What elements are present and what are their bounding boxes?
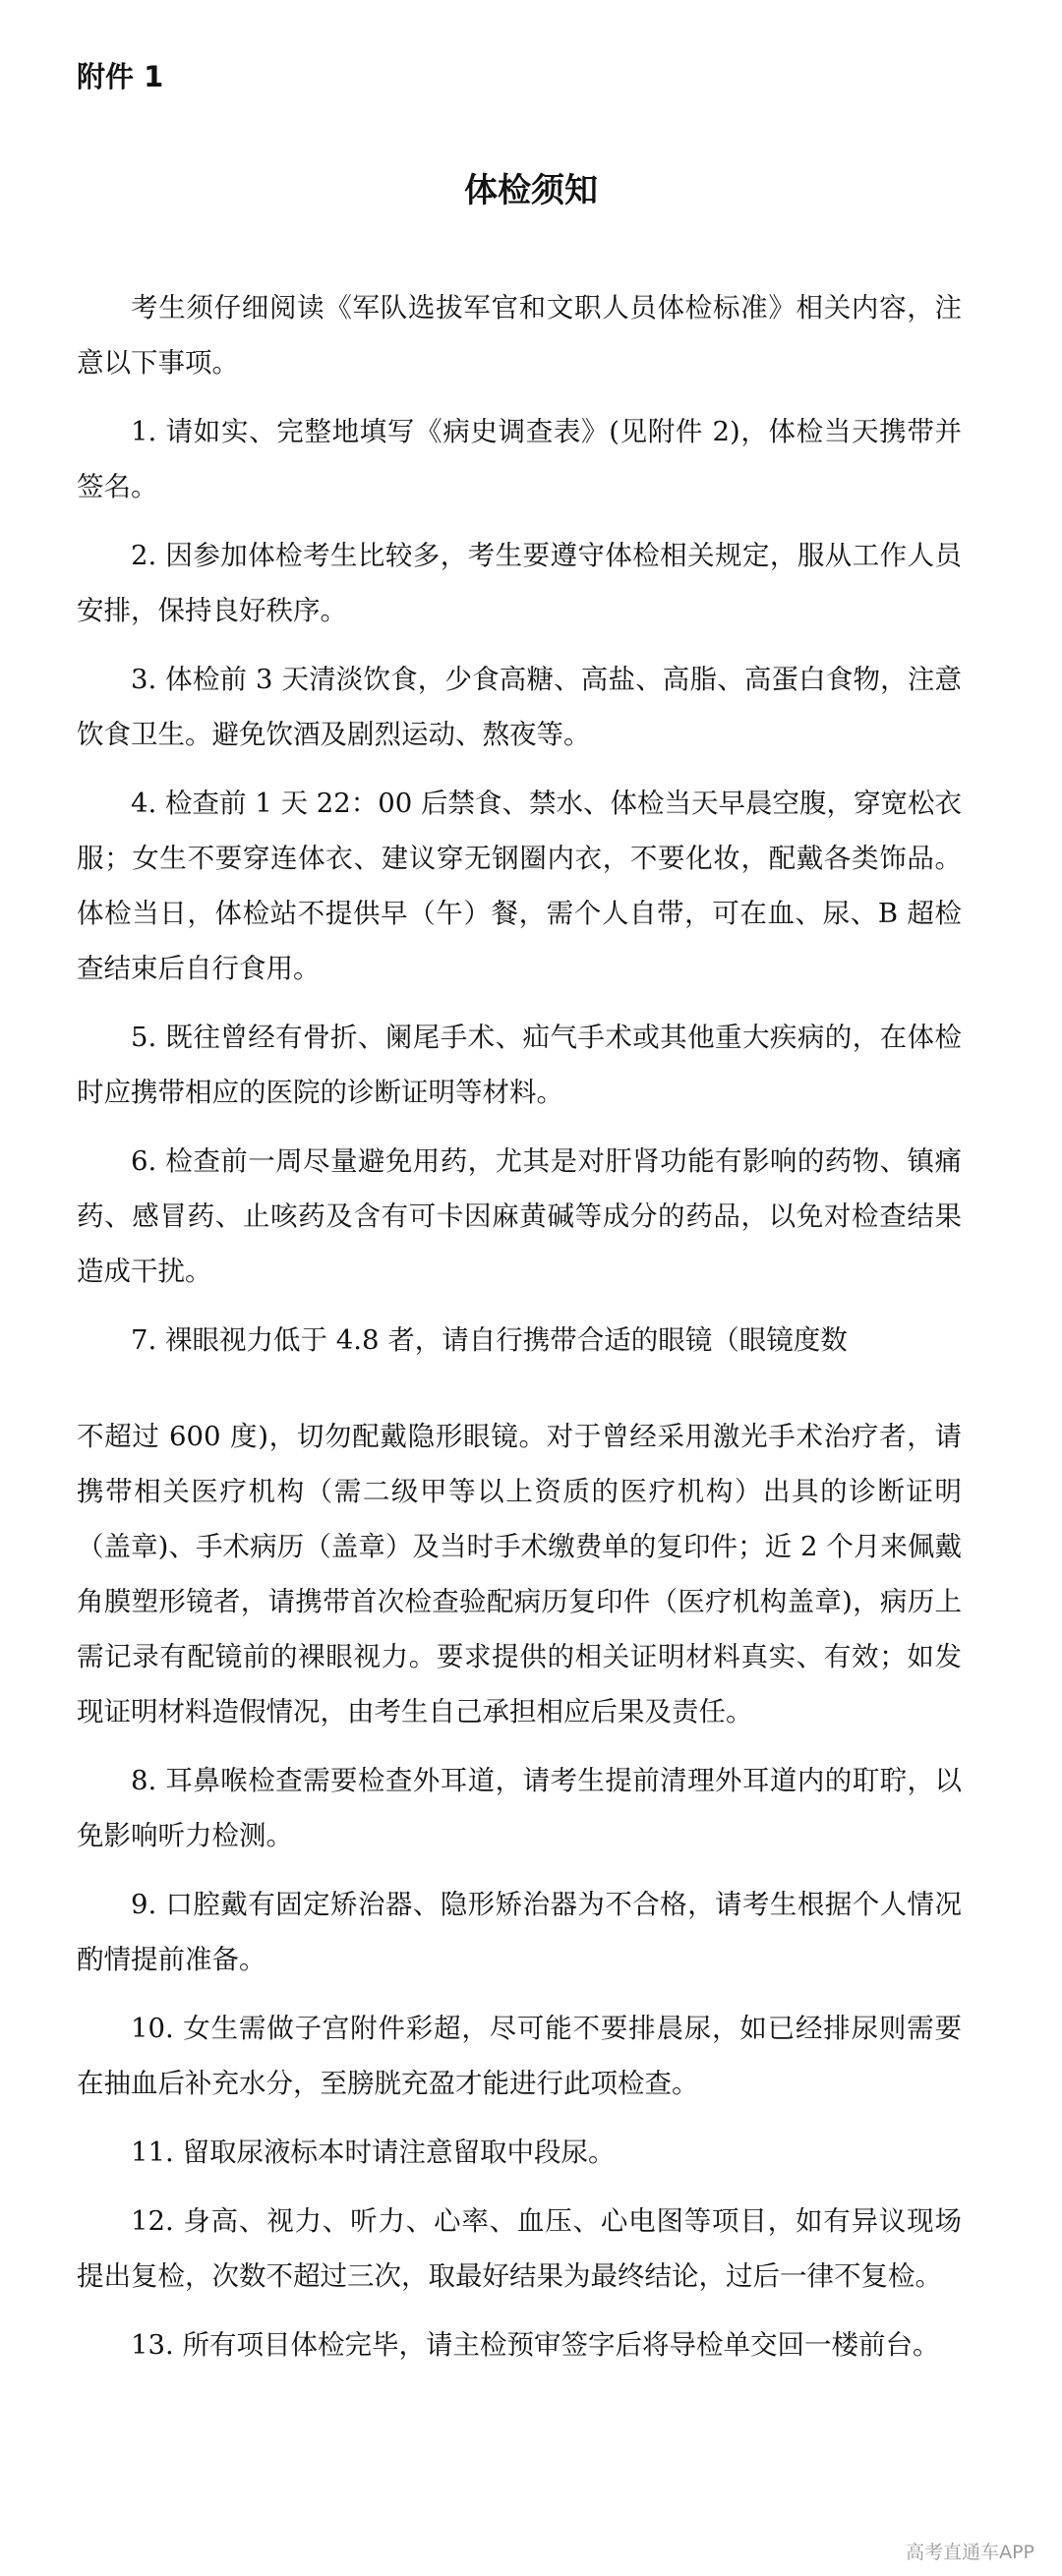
notice-item-7: 7. 裸眼视力低于 4.8 者，请自行携带合适的眼镜（眼镜度数 <box>131 1324 848 1356</box>
page-title: 体检须知 <box>464 171 598 210</box>
notice-item-13: 13. 所有项目体检完毕，请主检预审签字后将导检单交回一楼前台。 <box>131 2329 940 2361</box>
notice-item-12: 12. 身高、视力、听力、心率、血压、心电图等项目，如有异议现场提出复检，次数不超过三次，取最好结果为最终结论，过后一律不复检。 <box>77 2205 962 2292</box>
notice-item-11: 11. 留取尿液标本时请注意留取中段尿。 <box>131 2137 616 2168</box>
notice-item-9: 9. 口腔戴有固定矫治器、隐形矫治器为不合格，请考生根据个人情况酌情提前准备。 <box>77 1889 962 1975</box>
notice-item-6: 6. 检查前一周尽量避免用药，尤其是对肝肾功能有影响的药物、镇痛药、感冒药、止咳药及含有可卡因麻黄碱等成分的药品，以免对检查结果造成干扰。 <box>77 1145 962 1287</box>
attachment-label: 附件 1 <box>77 60 164 93</box>
notice-item-3: 3. 体检前 3 天清淡饮食，少食高糖、高盐、高脂、高蛋白食物，注意饮食卫生。避免饮酒及剧烈运动、熬夜等。 <box>77 664 962 750</box>
notice-body <box>77 280 962 2386</box>
notice-item-7-continued: 不超过 600 度)，切勿配戴隐形眼镜。对于曾经采用激光手术治疗者，请携带相关医疗机构（需二级甲等以上资质的医疗机构）出具的诊断证明（盖章)、手术病历（盖章）及当时手术缴费单的复印件；近 2 个月来佩戴角膜塑形镜者，请携带首次检查验配病历复印件（医疗机构盖章)，病历上需记录有配镜前的裸眼视力。要求提供的相关证明材料真实、有效；如发现证明材料造假情况，由考生自己承担相应后果及责任。 <box>77 1421 962 1727</box>
watermark: 高考直通车APP <box>906 2542 1034 2563</box>
notice-item-10: 10. 女生需做子宫附件彩超，尽可能不要排晨尿，如已经排尿则需要在抽血后补充水分，至膀胱充盈才能进行此项检查。 <box>77 2013 962 2099</box>
intro-paragraph: 考生须仔细阅读《军队选拔军官和文职人员体检标准》相关内容，注意以下事项。 <box>77 292 962 379</box>
notice-item-5: 5. 既往曾经有骨折、阑尾手术、疝气手术或其他重大疾病的，在体检时应携带相应的医院的诊断证明等材料。 <box>77 1022 962 1108</box>
notice-item-1: 1. 请如实、完整地填写《病史调查表》(见附件 2)，体检当天携带并签名。 <box>77 416 962 502</box>
notice-item-2: 2. 因参加体检考生比较多，考生要遵守体检相关规定，服从工作人员安排，保持良好秩序。 <box>77 540 962 626</box>
notice-item-4: 4. 检查前 1 天 22：00 后禁食、禁水、体检当天早晨空腹，穿宽松衣服；女生不要穿连体衣、建议穿无钢圈内衣，不要化妆，配戴各类饰品。体检当日，体检站不提供早（午）餐，需个人自带，可在血、尿、B 超检查结束后自行食用。 <box>77 788 962 984</box>
notice-item-8: 8. 耳鼻喉检查需要检查外耳道，请考生提前清理外耳道内的耵聍，以免影响听力检测。 <box>77 1765 962 1851</box>
